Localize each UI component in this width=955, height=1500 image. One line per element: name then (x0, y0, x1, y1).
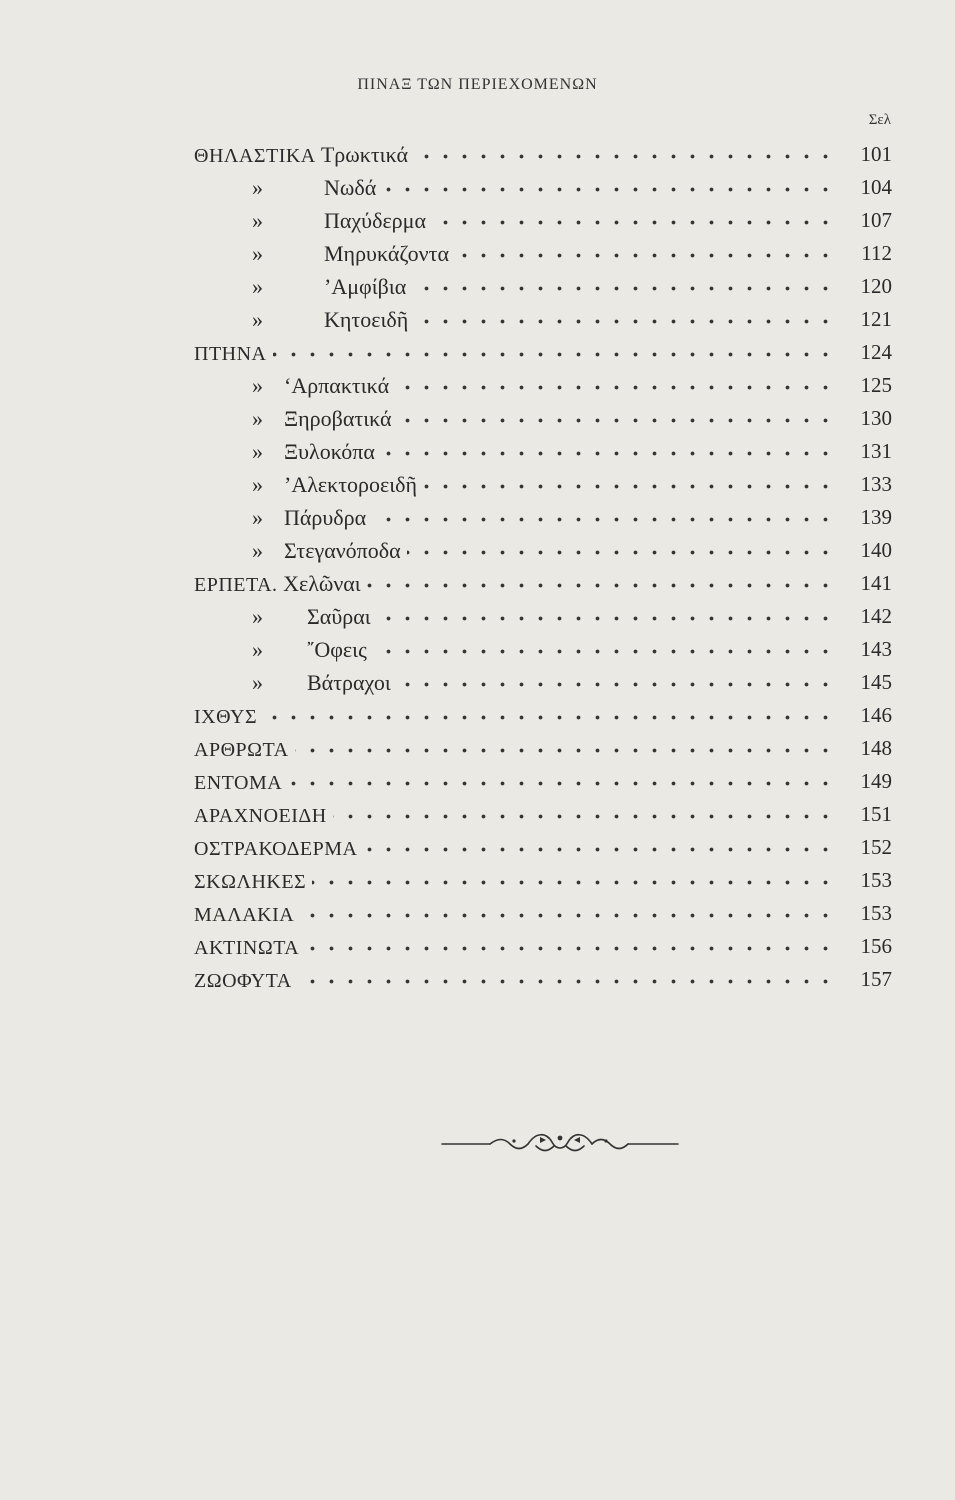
toc-section-label: ΜΑΛΑΚΙΑ (194, 904, 295, 926)
page-title: ΠΙΝΑΞ ΤΩΝ ΠΕΡΙΕΧΟΜΕΝΩΝ (357, 76, 598, 93)
dot-leader (381, 435, 836, 468)
toc-entry (194, 171, 892, 204)
toc-page-number: 140 (860, 538, 892, 562)
dot-leader (273, 336, 836, 369)
ditto-mark: » (252, 472, 263, 497)
toc-page-number: 157 (860, 967, 892, 991)
dot-leader (412, 270, 836, 303)
toc-section-label: ΖΩΟΦΥΤΑ (194, 970, 292, 992)
toc-entry (194, 798, 892, 831)
dot-leader (298, 963, 836, 996)
toc-page-number: 156 (860, 934, 892, 958)
toc-page-number: 142 (860, 604, 892, 628)
toc-entry-title: Κητοειδῆ (324, 307, 409, 332)
toc-entry (194, 534, 892, 567)
toc-entry (194, 897, 892, 930)
dot-leader (288, 765, 836, 798)
toc-entry (194, 831, 892, 864)
toc-entry (194, 435, 892, 468)
dot-leader (377, 600, 836, 633)
toc-page-number: 145 (860, 670, 892, 694)
toc-entry (194, 303, 892, 336)
dot-leader (364, 831, 836, 864)
ditto-mark: » (252, 505, 263, 530)
toc-entry (194, 336, 892, 369)
decorative-ornament-divider (440, 1128, 680, 1158)
toc-page-number: 146 (860, 703, 892, 727)
toc-section-label: ΙΧΘΥΣ (194, 706, 258, 728)
toc-entry-title: ’Αλεκτοροειδῆ (284, 472, 418, 497)
toc-section-label: ΟΣΤΡΑΚΟΔΕΡΜΑ (194, 838, 358, 860)
toc-section-label: ΘΗΛΑΣΤΙΚΑ (194, 145, 316, 167)
toc-page-number: 125 (860, 373, 892, 397)
toc-page-number: 112 (861, 241, 892, 265)
dot-leader (398, 402, 836, 435)
dot-leader (397, 666, 836, 699)
toc-entry-title: Νωδά (324, 175, 377, 200)
ditto-mark: » (252, 175, 263, 200)
toc-entry (194, 963, 892, 996)
toc-entry (194, 204, 892, 237)
dot-leader (414, 138, 836, 171)
toc-page-number: 148 (860, 736, 892, 760)
toc-entry (194, 567, 892, 600)
toc-entry (194, 501, 892, 534)
toc-entry (194, 468, 892, 501)
toc-page-number: 139 (860, 505, 892, 529)
toc-entry-title: Σαῦραι (307, 604, 371, 629)
dot-leader (373, 633, 836, 666)
ditto-mark: » (252, 439, 263, 464)
toc-page-number: 120 (860, 274, 892, 298)
dot-leader (395, 369, 836, 402)
toc-page-number: 143 (860, 637, 892, 661)
toc-entry (194, 369, 892, 402)
toc-entry-title: ῎Οφεις (307, 637, 367, 662)
dot-leader (305, 930, 836, 963)
toc-entry-title: Παχύδερμα (324, 208, 426, 233)
dot-leader (263, 699, 836, 732)
dot-leader (455, 237, 836, 270)
dot-leader (407, 534, 836, 567)
toc-section-label: ΠΤΗΝΑ (194, 343, 267, 365)
toc-section-label: ΕΡΠΕΤΑ. (194, 574, 278, 596)
toc-entry (194, 666, 892, 699)
toc-entry (194, 402, 892, 435)
ditto-mark: » (252, 208, 263, 233)
toc-page-number: 131 (860, 439, 892, 463)
dot-leader (367, 567, 836, 600)
toc-page-number: 107 (860, 208, 892, 232)
toc-page-number: 152 (860, 835, 892, 859)
toc-page-number: 130 (860, 406, 892, 430)
toc-entry (194, 930, 892, 963)
toc-entry (194, 633, 892, 666)
ditto-mark: » (252, 307, 263, 332)
dot-leader (372, 501, 836, 534)
toc-page-number: 153 (860, 901, 892, 925)
toc-entry-title: Πάρυδρα (284, 505, 367, 530)
dot-leader (423, 468, 836, 501)
toc-section-label: ΑΡΑΧΝΟΕΙΔΗ (194, 805, 327, 827)
toc-entry-title: Ξυλοκόπα (284, 439, 375, 464)
toc-section-label: ΣΚΩΛΗΚΕΣ (194, 871, 307, 893)
toc-section-label: ΑΡΘΡΩΤΑ (194, 739, 289, 761)
toc-entry (194, 699, 892, 732)
ditto-mark: » (252, 373, 263, 398)
dot-leader (414, 303, 836, 336)
toc-entry (194, 732, 892, 765)
table-of-contents (194, 138, 892, 996)
toc-entry-title: Χελῶναι (283, 571, 361, 596)
ditto-mark: » (252, 274, 263, 299)
ditto-mark: » (252, 241, 263, 266)
ditto-mark: » (252, 670, 263, 695)
toc-entry (194, 864, 892, 897)
toc-entry-title: ‘Αρπακτικά (284, 373, 390, 398)
ditto-mark: » (252, 538, 263, 563)
ditto-mark: » (252, 604, 263, 629)
toc-section-label: ΑΚΤΙΝΩΤΑ (194, 937, 300, 959)
toc-entry-title: Βάτραχοι (307, 670, 391, 695)
dot-leader (432, 204, 836, 237)
toc-page-number: 151 (860, 802, 892, 826)
dot-leader (295, 732, 836, 765)
dot-leader (312, 864, 836, 897)
toc-entry-title: ’Αμφίβια (324, 274, 407, 299)
toc-section-label: ΕΝΤΟΜΑ (194, 772, 283, 794)
page-column-header: Σελ (868, 112, 891, 128)
toc-page-number: 121 (860, 307, 892, 331)
toc-page-number: 133 (860, 472, 892, 496)
toc-page-number: 124 (860, 340, 892, 364)
toc-entry-title: Ξηροβατικά (284, 406, 392, 431)
toc-entry (194, 765, 892, 798)
toc-page-number: 104 (860, 175, 892, 199)
toc-entry-title: Στεγανόποδα (284, 538, 401, 563)
toc-page-number: 149 (860, 769, 892, 793)
toc-page-number: 141 (860, 571, 892, 595)
dot-leader (300, 897, 836, 930)
toc-entry (194, 270, 892, 303)
dot-leader (333, 798, 836, 831)
toc-page-number: 153 (860, 868, 892, 892)
toc-entry (194, 237, 892, 270)
ditto-mark: » (252, 406, 263, 431)
toc-entry (194, 600, 892, 633)
toc-page-number: 101 (860, 142, 892, 166)
ditto-mark: » (252, 637, 263, 662)
toc-entry (194, 138, 892, 171)
toc-entry-title: Τρωκτικά (320, 142, 409, 167)
toc-entry-title: Μηρυκάζοντα (324, 241, 449, 266)
dot-leader (382, 171, 836, 204)
